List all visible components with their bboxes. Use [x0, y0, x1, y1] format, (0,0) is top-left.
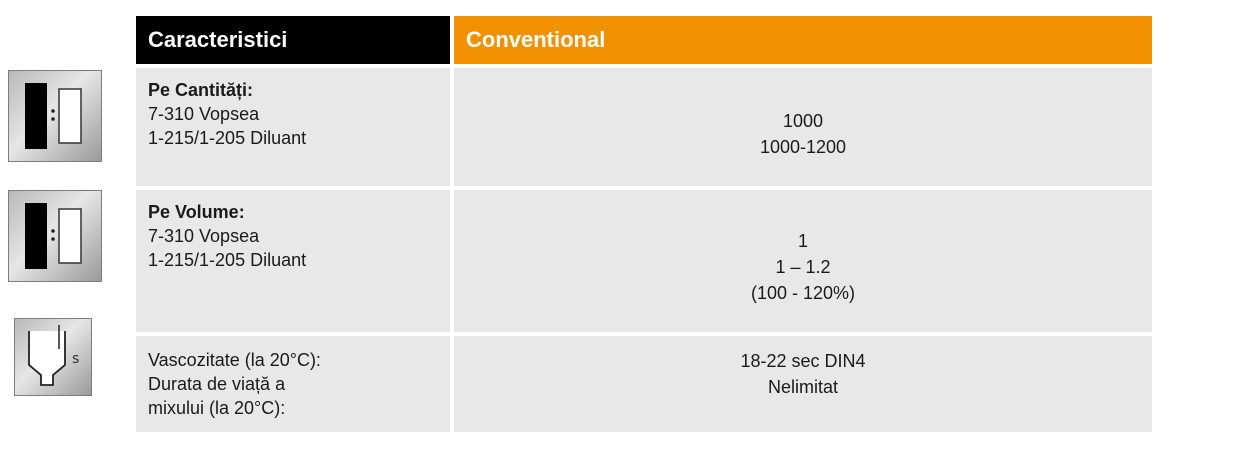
ratio-weight-icon: [8, 70, 102, 162]
row-line: 1-215/1-205 Diluant: [148, 250, 307, 270]
header-characteristics: Caracteristici: [136, 16, 450, 64]
row-value: 1: [797, 231, 808, 251]
row-value: 18-22 sec DIN4: [740, 351, 866, 371]
row-title: Pe Volume:: [148, 202, 245, 222]
row-value: 1000-1200: [759, 137, 847, 157]
row-line: Durata de viață a: [148, 374, 286, 394]
row-line: 7-310 Vopsea: [148, 104, 260, 124]
row-line: 1-215/1-205 Diluant: [148, 128, 307, 148]
table-row: [136, 190, 1152, 332]
row-value: 1000: [782, 111, 824, 131]
table-header: [136, 16, 1152, 64]
viscosity-cup-icon: [14, 318, 92, 396]
row-title: Pe Cantități:: [148, 80, 254, 100]
row-value-cell: [454, 190, 1152, 332]
header-conventional: Conventional: [454, 16, 1152, 64]
row-value-cell: [454, 336, 1152, 432]
table-row: [136, 68, 1152, 186]
characteristics-table: [136, 16, 1152, 432]
row-value-cell: [454, 68, 1152, 186]
row-value: (100 - 120%): [750, 283, 856, 303]
row-line: 7-310 Vopsea: [148, 226, 260, 246]
row-label-cell: [136, 190, 450, 332]
row-label-cell: [136, 68, 450, 186]
row-value: 1 – 1.2: [775, 257, 831, 277]
cup-letter: s: [72, 351, 80, 367]
ratio-volume-icon: [8, 190, 102, 282]
row-value: Nelimitat: [767, 377, 838, 397]
row-line: mixului (la 20°C):: [148, 398, 286, 418]
table-row: [136, 336, 1152, 432]
row-line: Vascozitate (la 20°C):: [148, 350, 321, 370]
row-label-cell: [136, 336, 450, 432]
